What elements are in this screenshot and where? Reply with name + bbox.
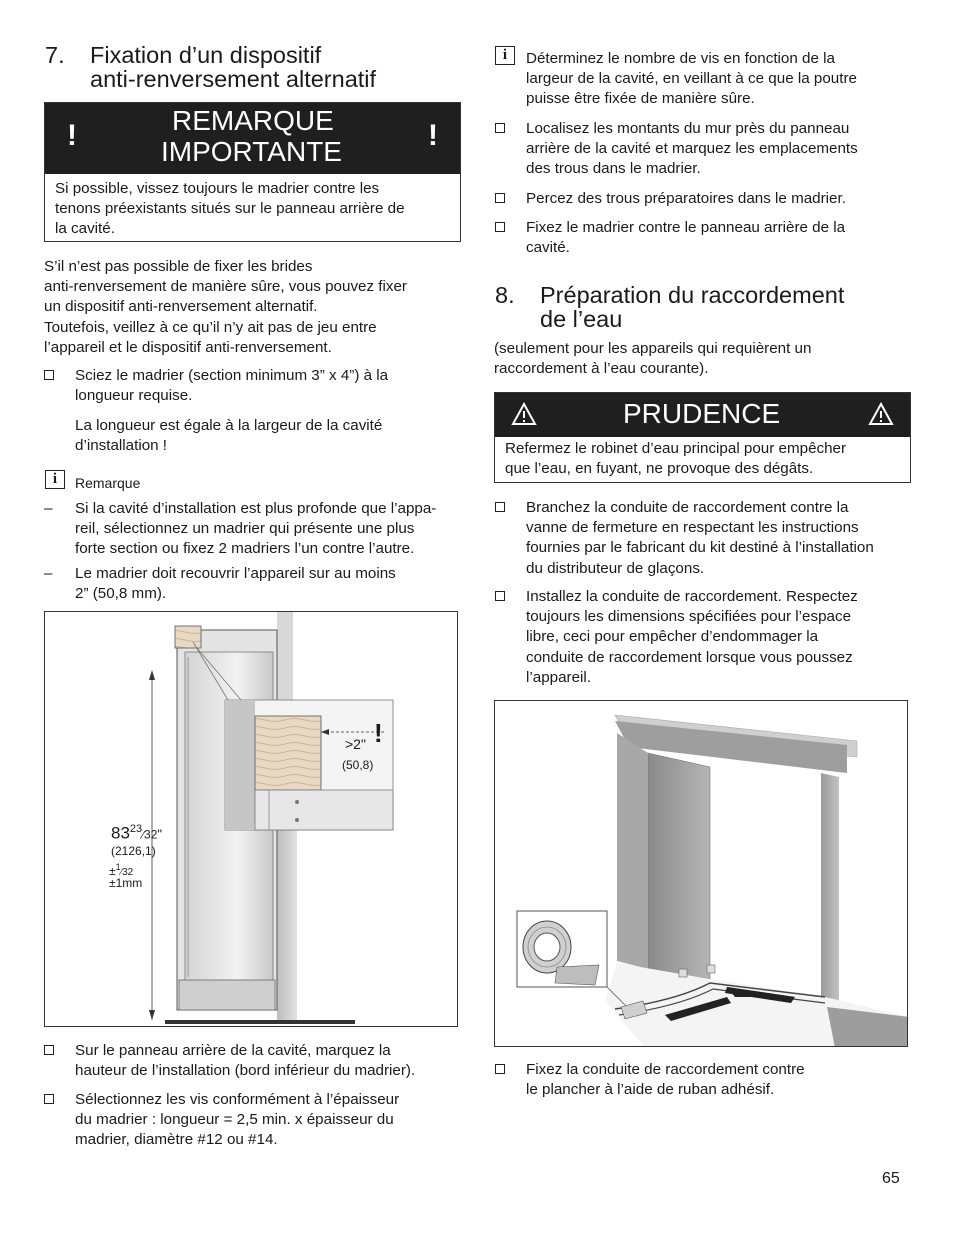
text-line: cavité. bbox=[526, 239, 570, 257]
tolerance-inch: ±$^1$⁄32 bbox=[109, 862, 134, 878]
plus-minus: ± bbox=[109, 864, 116, 878]
text-line: La longueur est égale à la largeur de la cavité bbox=[75, 417, 383, 434]
checkbox-bullet-icon bbox=[44, 1045, 54, 1055]
checkbox-bullet-icon bbox=[44, 370, 54, 380]
section-number: 8. bbox=[495, 282, 515, 308]
text-line: Percez des trous préparatoires dans le madrier. bbox=[526, 190, 846, 207]
exclamation-icon: ! bbox=[374, 718, 383, 748]
text-line: fournies par le fabricant du kit destiné à l’installation bbox=[526, 539, 874, 557]
notice-header bbox=[45, 103, 460, 174]
text-line: Déterminez le nombre de vis en fonction de la bbox=[526, 50, 835, 67]
page-number: 65 bbox=[882, 1170, 900, 1187]
checkbox-bullet-icon bbox=[495, 591, 505, 601]
text-line: forte section ou fixez 2 madriers l’un contre l’autre. bbox=[75, 540, 415, 558]
overlap-label: >2" bbox=[345, 736, 366, 752]
notice-body bbox=[45, 174, 460, 240]
text-line: que l’eau, en fuyant, ne provoque des dégâts. bbox=[505, 460, 814, 478]
text-line: Sur le panneau arrière de la cavité, marquez la bbox=[75, 1042, 391, 1059]
checkbox-bullet-icon bbox=[495, 222, 505, 232]
remark-item-1 bbox=[44, 499, 464, 561]
tolerance-num: 1 bbox=[115, 862, 121, 872]
step-select-screws bbox=[44, 1090, 464, 1152]
step-saw-note bbox=[75, 416, 455, 456]
text-line: Sélectionnez les vis conformément à l’épaisseur bbox=[75, 1091, 400, 1108]
text-line: largeur de la cavité, en veillant à ce que la poutre bbox=[526, 70, 857, 88]
text-line: vanne de fermeture en respectant les instructions bbox=[526, 519, 859, 537]
info-icon: i bbox=[45, 470, 65, 489]
overlap-mm-label: (50,8) bbox=[342, 758, 374, 772]
text-line: libre, ceci pour empêcher d’endommager la bbox=[526, 628, 819, 646]
remark-label: Remarque bbox=[75, 475, 141, 491]
notice-title-line2: IMPORTANTE bbox=[161, 136, 342, 167]
notice-title-line1: REMARQUE bbox=[172, 105, 334, 136]
step-saw-beam bbox=[44, 366, 464, 408]
checkbox-bullet-icon bbox=[44, 1094, 54, 1104]
water-line-illustration bbox=[495, 701, 908, 1047]
remark-item-2 bbox=[44, 564, 464, 606]
caution-title: PRUDENCE bbox=[623, 398, 781, 429]
text-line: Refermez le robinet d’eau principal pour empêcher bbox=[505, 440, 847, 457]
text-line: du distributeur de glaçons. bbox=[526, 559, 705, 577]
height-frac-num: 23 bbox=[129, 823, 143, 835]
exclamation-right-icon: ! bbox=[428, 119, 438, 152]
height-dimension: $83^{23}⁄32$" bbox=[111, 823, 162, 843]
dash-bullet: – bbox=[44, 500, 53, 517]
text-line: Fixez le madrier contre le panneau arrière de la bbox=[526, 219, 846, 236]
checkbox-bullet-icon bbox=[495, 502, 505, 512]
text-line: madrier, diamètre #12 ou #14. bbox=[75, 1131, 278, 1149]
step-locate-studs bbox=[495, 119, 915, 181]
text-line: anti-renversement de manière sûre, vous pouvez fixer bbox=[44, 278, 407, 296]
anti-tip-beam-figure bbox=[44, 611, 458, 1027]
notice-line: la cavité. bbox=[55, 220, 115, 238]
beam-illustration bbox=[45, 612, 458, 1027]
text-line: Localisez les montants du mur près du panneau bbox=[526, 120, 850, 137]
caution-header bbox=[495, 393, 910, 437]
text-line: raccordement à l’eau courante). bbox=[494, 360, 709, 378]
text-line: arrière de la cavité et marquez les emplacements bbox=[526, 140, 858, 158]
section-title-line2: anti-renversement alternatif bbox=[90, 66, 377, 92]
text-line: reil, sélectionnez un madrier qui présente une plus bbox=[75, 520, 415, 538]
notice-line: tenons préexistants situés sur le panneau arrière de bbox=[55, 200, 405, 218]
tolerance-den: 32 bbox=[122, 867, 134, 878]
text-line: hauteur de l’installation (bord inférieur du madrier). bbox=[75, 1062, 416, 1080]
text-line: (seulement pour les appareils qui requièrent un bbox=[494, 340, 812, 357]
section-7-heading bbox=[45, 43, 465, 95]
section-8-heading bbox=[495, 283, 915, 335]
step-drill-holes bbox=[495, 189, 915, 211]
dash-bullet: – bbox=[44, 565, 53, 582]
text-line: Le madrier doit recouvrir l’appareil sur au moins bbox=[75, 565, 396, 582]
text-line: un dispositif anti-renversement alternatif. bbox=[44, 298, 318, 316]
caution-body bbox=[495, 437, 910, 479]
text-line: longueur requise. bbox=[75, 387, 193, 405]
text-line: des trous dans le madrier. bbox=[526, 160, 701, 178]
text-line: 2” (50,8 mm). bbox=[75, 585, 167, 603]
section-number: 7. bbox=[45, 42, 65, 68]
checkbox-bullet-icon bbox=[495, 1064, 505, 1074]
important-notice-box bbox=[44, 102, 461, 242]
height-inches: 83 bbox=[111, 823, 130, 843]
text-line: puisse être fixée de manière sûre. bbox=[526, 90, 755, 108]
step-install-line bbox=[495, 587, 915, 689]
water-line-figure bbox=[494, 700, 908, 1047]
text-line: le plancher à l’aide de ruban adhésif. bbox=[526, 1081, 775, 1099]
text-line: S’il n’est pas possible de fixer les brides bbox=[44, 258, 313, 275]
step-tape-line bbox=[495, 1060, 915, 1102]
section-title-line2: de l’eau bbox=[540, 306, 623, 332]
checkbox-bullet-icon bbox=[495, 123, 505, 133]
info-screw-count bbox=[495, 49, 915, 111]
section-title-line1: Préparation du raccordement bbox=[540, 282, 845, 308]
text-line: du madrier : longueur = 2,5 min. x épaisseur du bbox=[75, 1111, 394, 1129]
checkbox-bullet-icon bbox=[495, 193, 505, 203]
text-line: toujours les dimensions spécifiées pour l’espace bbox=[526, 608, 852, 626]
text-line: Si la cavité d’installation est plus profonde que l’appa- bbox=[75, 500, 437, 517]
text-line: Sciez le madrier (section minimum 3” x 4”) à la bbox=[75, 367, 389, 384]
height-frac-den: 32 bbox=[144, 827, 158, 842]
section-title-line1: Fixation d’un dispositif bbox=[90, 42, 322, 68]
text-line: Branchez la conduite de raccordement contre la bbox=[526, 499, 849, 516]
text-line: Toutefois, veillez à ce qu’il n’y ait pas de jeu entre bbox=[44, 318, 377, 336]
caution-box bbox=[494, 392, 911, 483]
text-line: Installez la conduite de raccordement. Respectez bbox=[526, 588, 858, 605]
text-line: l’appareil et le dispositif anti-renversement. bbox=[44, 338, 332, 356]
text-line: l’appareil. bbox=[526, 668, 592, 686]
height-mm-label: (2126,1) bbox=[111, 844, 156, 858]
height-unit: " bbox=[157, 826, 162, 842]
notice-line: Si possible, vissez toujours le madrier contre les bbox=[55, 180, 380, 197]
text-line: conduite de raccordement lorsque vous poussez bbox=[526, 648, 853, 666]
text-line: d’installation ! bbox=[75, 437, 168, 455]
text-line: Fixez la conduite de raccordement contre bbox=[526, 1061, 805, 1078]
section-8-intro bbox=[494, 339, 914, 379]
step-fix-beam bbox=[495, 218, 915, 260]
warning-triangle-icon bbox=[511, 402, 537, 426]
warning-triangle-icon bbox=[868, 402, 894, 426]
step-connect-line bbox=[495, 498, 915, 580]
exclamation-left-icon: ! bbox=[67, 119, 77, 152]
info-icon: i bbox=[495, 46, 515, 65]
section-7-intro bbox=[44, 257, 464, 358]
tolerance-mm: ±1mm bbox=[109, 876, 143, 890]
step-mark-height bbox=[44, 1041, 464, 1083]
